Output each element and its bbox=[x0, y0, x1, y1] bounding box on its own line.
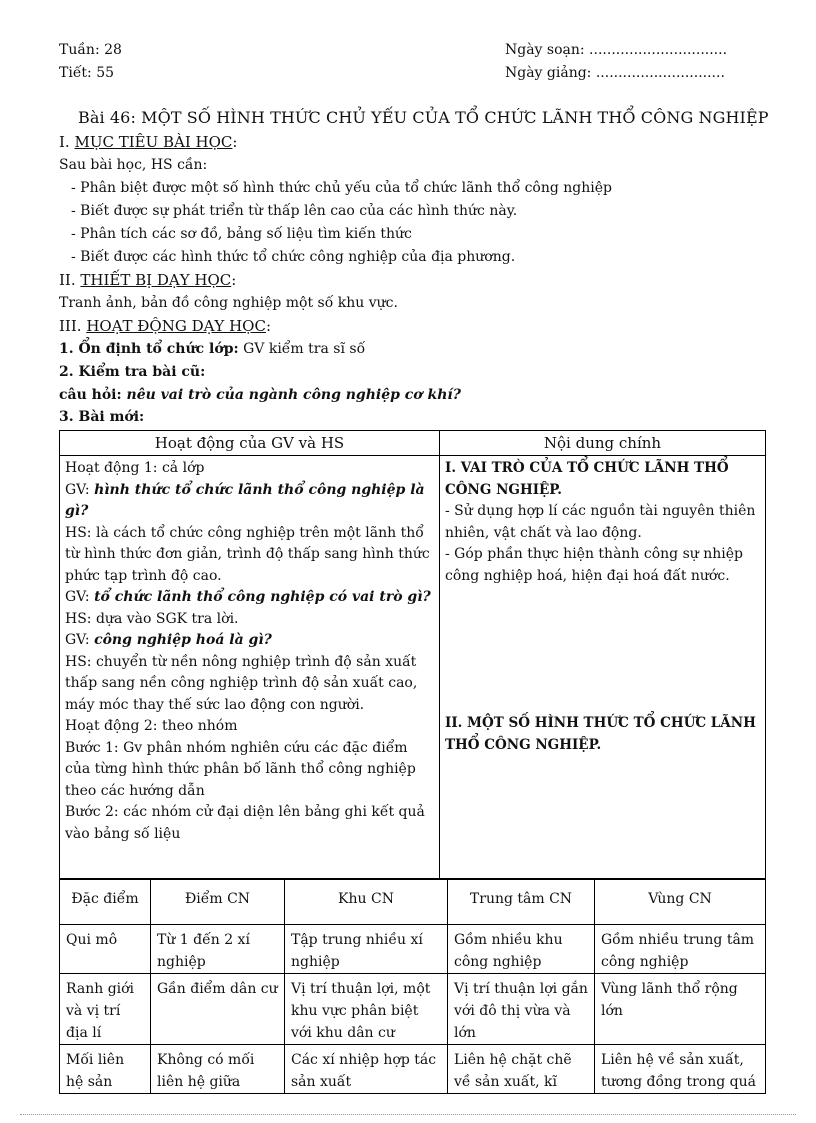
section-prefix: II. bbox=[59, 271, 81, 289]
equipment-text: Tranh ảnh, bản đồ công nghiệp một số khu vực. bbox=[59, 295, 398, 311]
lesson-title: Bài 46: MỘT SỐ HÌNH THỨC CHỦ YẾU CỦA TỔ CHỨC LÃNH THỔ CÔNG NGHIỆP bbox=[78, 108, 769, 127]
hs-answer-1: HS: là cách tổ chức công nghiệp trên một lãnh thổ từ hình thức đơn giản, trình độ thấp sang hình thức phức tạp trình độ cao. bbox=[65, 524, 430, 584]
section-colon: : bbox=[265, 317, 272, 335]
activities-cell bbox=[60, 456, 440, 879]
section-heading-text: THIẾT BỊ DẠY HỌC bbox=[80, 271, 232, 289]
table-cell: Gồm nhiều khu công nghiệp bbox=[448, 925, 595, 974]
gv-question-1 bbox=[65, 480, 434, 523]
table-cell: Liên hệ chặt chẽ về sản xuất, kĩ bbox=[448, 1045, 595, 1094]
table-cell: Qui mô bbox=[60, 925, 151, 974]
content-heading-role: I. VAI TRÒ CỦA TỔ CHỨC LÃNH THỔ CÔNG NGHIỆP. bbox=[445, 460, 729, 498]
section-equipment-heading bbox=[59, 271, 236, 289]
section-colon: : bbox=[231, 271, 237, 289]
gv-question-text: tổ chức lãnh thổ công nghiệp có vai trò gì? bbox=[94, 589, 431, 605]
hs-answer-3: HS: chuyển từ nền nông nghiệp trình độ sản xuất thấp sang nền công nghiệp trình độ sản xuất cao, máy móc thay thế sức lao động con người. bbox=[65, 653, 418, 713]
gv-label: GV: bbox=[65, 632, 95, 648]
step-organize bbox=[59, 341, 365, 357]
table-cell: Tập trung nhiều xí nghiệp bbox=[285, 925, 448, 974]
step-label: 1. Ổn định tổ chức lớp: bbox=[59, 341, 239, 357]
section-heading-text: MỤC TIÊU BÀI HỌC bbox=[74, 133, 233, 151]
section-prefix: III. bbox=[59, 317, 87, 335]
table-cell: Liên hệ về sản xuất, tương đồng trong quá bbox=[595, 1045, 766, 1094]
gv-question-text: hình thức tổ chức lãnh thổ công nghiệp là gì? bbox=[65, 481, 425, 519]
table-cell: Mối liên hệ sản bbox=[60, 1045, 151, 1094]
group-step-2: Bước 2: các nhóm cử đại diện lên bảng ghi kết quả vào bảng số liệu bbox=[65, 804, 425, 842]
gv-question-2 bbox=[65, 587, 434, 609]
table-cell: Gồm nhiều trung tâm công nghiệp bbox=[595, 925, 766, 974]
question-label: câu hỏi: bbox=[59, 387, 127, 403]
lesson-number: Tiết: 55 bbox=[59, 65, 115, 81]
content-cell bbox=[440, 456, 766, 879]
col-header-activities: Hoạt động của GV và HS bbox=[60, 431, 440, 456]
table-cell: Các xí nhiệp hợp tác sản xuất bbox=[285, 1045, 448, 1094]
step-text: GV kiểm tra sĩ số bbox=[238, 341, 366, 357]
content-heading-forms: II. MỘT SỐ HÌNH THỨC TỔ CHỨC LÃNH THỔ CÔNG NGHIỆP. bbox=[445, 715, 756, 753]
gv-label: GV: bbox=[65, 481, 95, 498]
table-cell: Vị trí thuận lợi, một khu vực phân biệt với khu dân cư bbox=[285, 974, 448, 1045]
question-text: nêu vai trò của ngành công nghiệp cơ khí? bbox=[126, 387, 461, 403]
header-cell: Điểm CN bbox=[151, 880, 285, 925]
table-cell: Gần điểm dân cư bbox=[151, 974, 285, 1045]
objective-item: - Phân tích các sơ đồ, bảng số liệu tìm kiến thức bbox=[71, 226, 412, 242]
table-cell: Vị trí thuận lợi gắn với đô thị vừa và lớn bbox=[448, 974, 595, 1045]
table-header-row bbox=[60, 880, 766, 925]
col-header-content: Nội dung chính bbox=[440, 431, 766, 456]
hs-answer-2: HS: dựa vào SGK tra lời. bbox=[65, 610, 239, 627]
section-heading-text: HOẠT ĐỘNG DẠY HỌC bbox=[86, 317, 266, 335]
group-step-1: Bước 1: Gv phân nhóm nghiên cứu các đặc điểm của từng hình thức phân bố lãnh thổ công nghiệp theo các hướng dẫn bbox=[65, 739, 416, 799]
industrial-forms-table bbox=[59, 879, 766, 1094]
section-colon: : bbox=[232, 133, 238, 151]
date-taught: Ngày giảng: ............................. bbox=[505, 65, 725, 81]
objective-item: - Biết được các hình thức tổ chức công nghiệp của địa phương. bbox=[71, 249, 516, 265]
table-row bbox=[60, 925, 766, 974]
lesson-activity-table bbox=[59, 430, 766, 879]
table-cell: Từ 1 đến 2 xí nghiệp bbox=[151, 925, 285, 974]
content-point: - Sử dụng hợp lí các nguồn tài nguyên thiên nhiên, vật chất và lao động. bbox=[445, 503, 756, 541]
activity-1: Hoạt động 1: cả lớp bbox=[65, 460, 205, 476]
section-objectives-heading bbox=[59, 133, 237, 151]
step-review: 2. Kiểm tra bài cũ: bbox=[59, 364, 206, 380]
step-new-lesson: 3. Bài mới: bbox=[59, 409, 145, 425]
activity-2: Hoạt động 2: theo nhóm bbox=[65, 718, 238, 734]
objective-item: - Phân biệt được một số hình thức chủ yếu của tổ chức lãnh thổ công nghiệp bbox=[71, 180, 612, 196]
table-cell: Không có mối liên hệ giữa bbox=[151, 1045, 285, 1094]
gv-question-text: công nghiệp hoá là gì? bbox=[94, 632, 272, 648]
header-cell: Trung tâm CN bbox=[448, 880, 595, 925]
section-prefix: I. bbox=[59, 133, 75, 151]
section-activities-heading bbox=[59, 317, 271, 335]
table-cell: Ranh giới và vị trí địa lí bbox=[60, 974, 151, 1045]
review-question bbox=[59, 387, 461, 403]
table-row bbox=[60, 974, 766, 1045]
week-label: Tuần: 28 bbox=[59, 42, 122, 58]
table-row bbox=[60, 1045, 766, 1094]
objectives-intro: Sau bài học, HS cần: bbox=[59, 157, 208, 173]
objective-item: - Biết được sự phát triển từ thấp lên cao của các hình thức này. bbox=[71, 203, 518, 219]
gv-label: GV: bbox=[65, 589, 95, 605]
table-cell: Vùng lãnh thổ rộng lớn bbox=[595, 974, 766, 1045]
gv-question-3 bbox=[65, 630, 434, 652]
header-cell: Đặc điểm bbox=[60, 880, 151, 925]
page-divider bbox=[20, 1114, 796, 1115]
date-prepared: Ngày soạn: ............................... bbox=[505, 42, 728, 58]
content-point: - Góp phần thực hiện thành công sự nhiệp công nghiệp hoá, hiện đại hoá đất nước. bbox=[445, 546, 744, 584]
header-cell: Vùng CN bbox=[595, 880, 766, 925]
header-cell: Khu CN bbox=[285, 880, 448, 925]
